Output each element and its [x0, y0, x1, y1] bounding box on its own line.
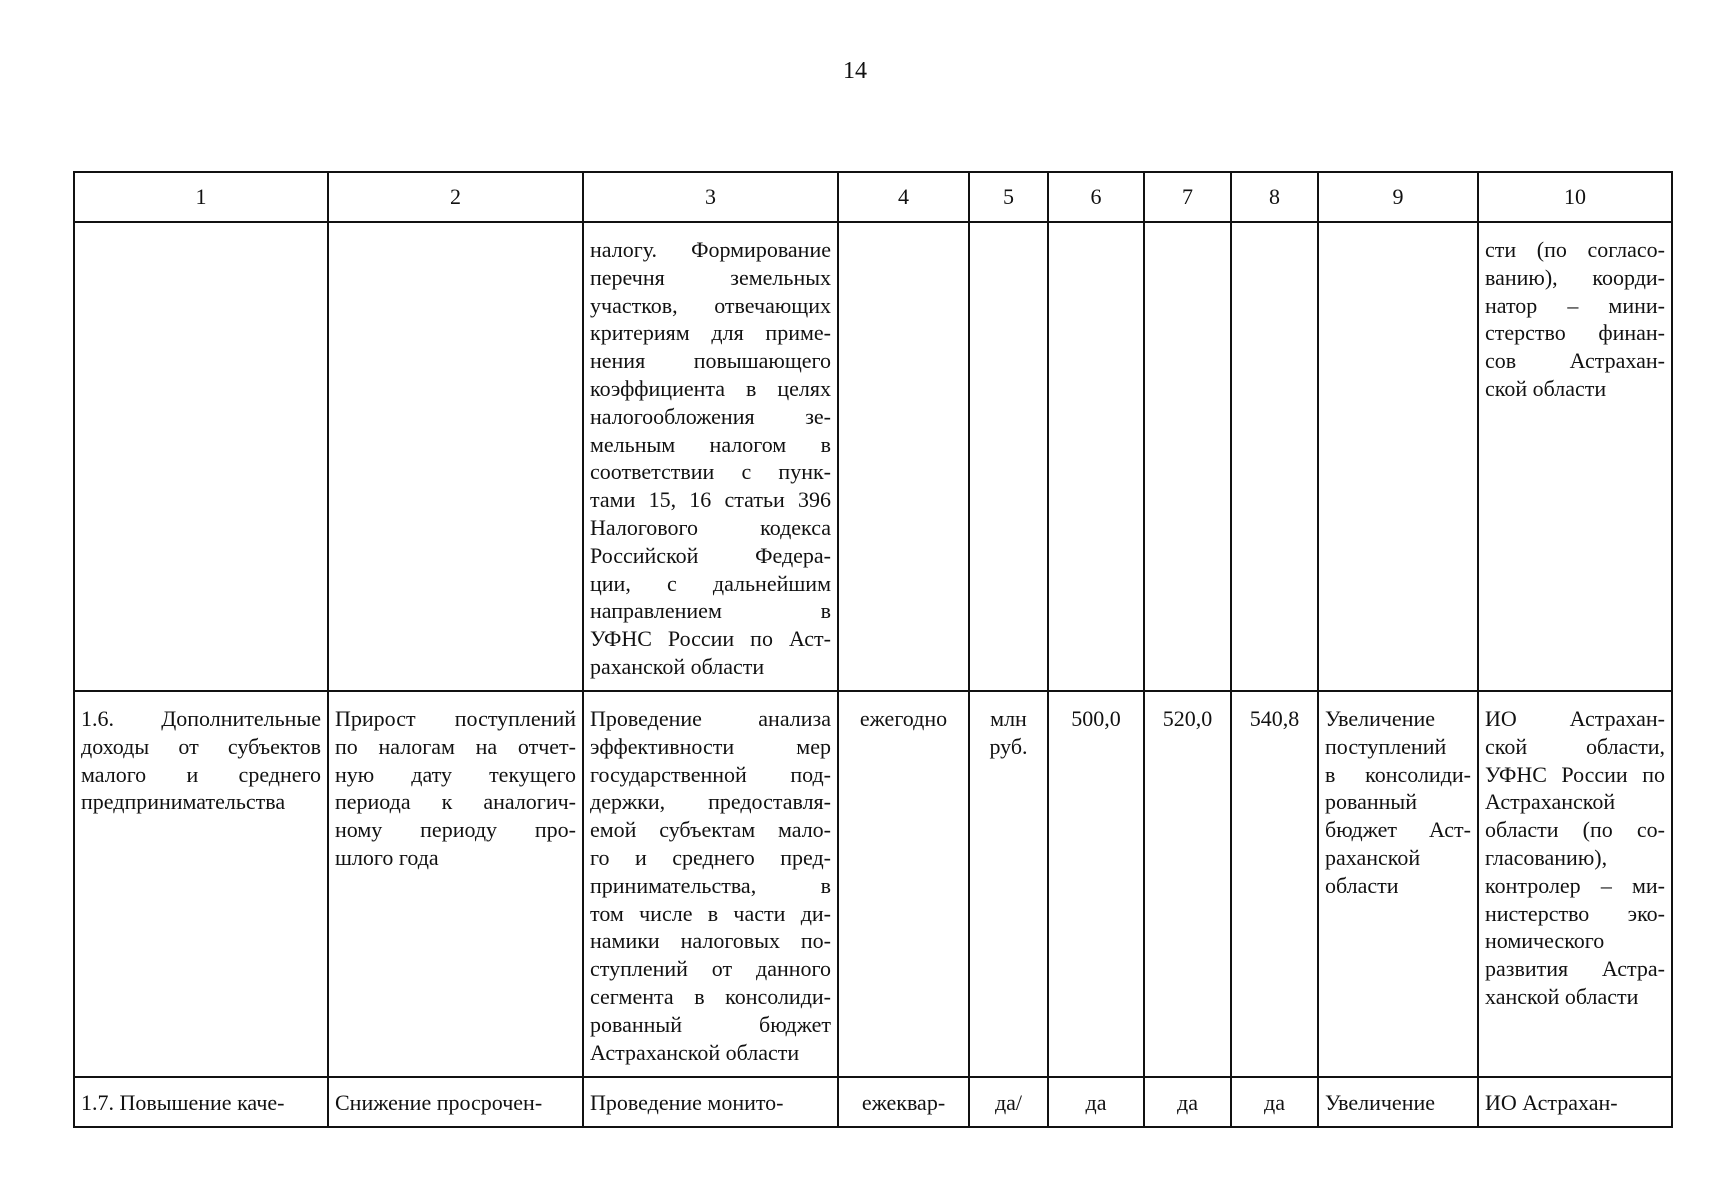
- cell-value-1: [1048, 691, 1144, 1077]
- cell-line: ежегодно: [859, 706, 948, 731]
- cell-line: шлого года: [335, 844, 439, 870]
- cell-line: 1.6. Дополнительные: [81, 706, 321, 731]
- column-header-9: 9: [1318, 172, 1478, 222]
- measures-table: [73, 171, 1673, 1128]
- cell-line: мельным налогом в: [590, 431, 831, 457]
- cell-line: раханской области: [590, 653, 765, 679]
- cell-line: 520,0: [1162, 706, 1213, 731]
- cell-line: ской области: [1485, 375, 1607, 401]
- table-row-1-7: [74, 1077, 1672, 1127]
- cell-line: поступлений: [1325, 733, 1447, 759]
- cell-line: стерство финан-: [1485, 320, 1665, 346]
- cell-line: раханской: [1325, 844, 1421, 870]
- cell-line: сегмента в консолиди-: [590, 983, 831, 1009]
- cell-measures: [583, 1077, 838, 1127]
- cell-line: по налогам на отчет-: [335, 733, 576, 759]
- cell-line: критериям для приме-: [590, 320, 831, 346]
- cell-line: налогообложения зе-: [590, 403, 831, 429]
- cell-line: Астраханской области: [590, 1039, 800, 1065]
- cell-responsible: [1478, 691, 1672, 1077]
- cell-line: Налогового кодекса: [590, 514, 831, 540]
- cell-value-3: [1231, 222, 1318, 691]
- cell-line: рованный: [1325, 789, 1417, 815]
- page-number: 14: [843, 58, 867, 84]
- column-header-7: 7: [1144, 172, 1231, 222]
- cell-line: УФНС России по Аст-: [590, 626, 831, 652]
- cell-line: Проведение анализа: [590, 706, 831, 731]
- cell-line: 540,8: [1249, 706, 1300, 731]
- cell-line: Увеличение: [1325, 1090, 1436, 1115]
- cell-line: УФНС России по: [1485, 761, 1665, 787]
- cell-indicator: [74, 222, 328, 691]
- cell-line: рованный бюджет: [590, 1011, 831, 1037]
- cell-line: 500,0: [1071, 706, 1121, 731]
- cell-value-2: [1144, 1077, 1231, 1127]
- column-header-4: 4: [838, 172, 969, 222]
- cell-responsible: [1478, 222, 1672, 691]
- cell-period: [838, 1077, 969, 1127]
- cell-line: доходы от субъектов: [81, 733, 321, 759]
- cell-line: принимательства, в: [590, 872, 831, 898]
- cell-result: [1318, 1077, 1478, 1127]
- cell-line: в консолиди-: [1325, 761, 1471, 787]
- cell-responsible: [1478, 1077, 1672, 1127]
- cell-line: Астраханской: [1485, 789, 1616, 815]
- cell-line: гласованию),: [1485, 844, 1608, 870]
- cell-line: области (по со-: [1485, 817, 1665, 843]
- cell-line: Проведение монито-: [590, 1090, 784, 1115]
- header-row: [74, 172, 1672, 222]
- cell-line: перечня земельных: [590, 264, 831, 290]
- cell-line: коэффициента в целях: [590, 375, 831, 401]
- cell-line: намики налоговых по-: [590, 928, 831, 954]
- cell-line: держки, предоставля-: [590, 789, 831, 815]
- cell-line: ханской области: [1485, 983, 1639, 1009]
- cell-criterion: [328, 222, 583, 691]
- cell-line: ИО Астрахан-: [1485, 1090, 1618, 1115]
- cell-line: руб.: [989, 733, 1028, 759]
- cell-line: Снижение просрочен-: [335, 1090, 543, 1115]
- cell-line: контролер – ми-: [1485, 872, 1665, 898]
- column-header-8: 8: [1231, 172, 1318, 222]
- cell-line: 1.7. Повышение каче-: [81, 1090, 285, 1115]
- cell-line: ванию), коорди-: [1485, 264, 1665, 290]
- table-row-continuation: [74, 222, 1672, 691]
- cell-line: номического: [1485, 928, 1605, 954]
- cell-line: предпринимательства: [81, 789, 286, 815]
- cell-line: тами 15, 16 статьи 396: [590, 487, 831, 513]
- table-row-1-6: [74, 691, 1672, 1077]
- cell-line: ному периоду про-: [335, 817, 576, 843]
- cell-line: да/: [994, 1090, 1023, 1115]
- cell-line: сов Астрахан-: [1485, 348, 1665, 374]
- cell-line: да: [1264, 1090, 1285, 1115]
- cell-measures: [583, 691, 838, 1077]
- cell-line: малого и среднего: [81, 761, 321, 787]
- cell-line: ступлений от данного: [590, 956, 831, 982]
- cell-line: да: [1085, 1090, 1107, 1115]
- cell-line: ции, с дальнейшим: [590, 570, 831, 596]
- cell-line: том числе в части ди-: [590, 900, 831, 926]
- cell-result: [1318, 222, 1478, 691]
- cell-line: бюджет Аст-: [1325, 817, 1471, 843]
- cell-line: развития Астра-: [1485, 956, 1665, 982]
- cell-line: эффективности мер: [590, 733, 831, 759]
- cell-value-3: [1231, 691, 1318, 1077]
- cell-line: соответствии с пунк-: [590, 459, 831, 485]
- column-header-1: 1: [74, 172, 328, 222]
- cell-line: нистерство эко-: [1485, 900, 1665, 926]
- cell-measures: [583, 222, 838, 691]
- cell-indicator: [74, 691, 328, 1077]
- cell-line: ежеквар-: [861, 1090, 946, 1115]
- cell-line: Российской Федера-: [590, 542, 831, 568]
- cell-line: Прирост поступлений: [335, 706, 576, 731]
- cell-result: [1318, 691, 1478, 1077]
- cell-line: участков, отвечающих: [590, 292, 831, 318]
- cell-criterion: [328, 691, 583, 1077]
- column-header-6: 6: [1048, 172, 1144, 222]
- column-header-3: 3: [583, 172, 838, 222]
- column-header-5: 5: [969, 172, 1048, 222]
- cell-line: направлением в: [590, 598, 831, 624]
- cell-line: сти (по согласо-: [1485, 237, 1665, 262]
- cell-criterion: [328, 1077, 583, 1127]
- cell-period: [838, 691, 969, 1077]
- cell-line: налогу. Формирование: [590, 237, 831, 262]
- cell-line: ИО Астрахан-: [1485, 706, 1665, 731]
- cell-value-1: [1048, 222, 1144, 691]
- cell-line: емой субъектам мало-: [590, 817, 831, 843]
- cell-value-2: [1144, 691, 1231, 1077]
- cell-line: ную дату текущего: [335, 761, 576, 787]
- cell-line: Увеличение: [1325, 706, 1436, 731]
- cell-indicator: [74, 1077, 328, 1127]
- cell-line: области: [1325, 872, 1399, 898]
- cell-unit: [969, 222, 1048, 691]
- column-header-10: 10: [1478, 172, 1672, 222]
- cell-line: го и среднего пред-: [590, 844, 831, 870]
- cell-line: да: [1177, 1090, 1198, 1115]
- cell-period: [838, 222, 969, 691]
- cell-value-1: [1048, 1077, 1144, 1127]
- column-header-2: 2: [328, 172, 583, 222]
- cell-line: ской области,: [1485, 733, 1665, 759]
- cell-line: государственной под-: [590, 761, 831, 787]
- cell-line: нения повышающего: [590, 348, 831, 374]
- cell-line: натор – мини-: [1485, 292, 1665, 318]
- cell-value-2: [1144, 222, 1231, 691]
- cell-unit: [969, 691, 1048, 1077]
- cell-unit: [969, 1077, 1048, 1127]
- cell-value-3: [1231, 1077, 1318, 1127]
- cell-line: периода к аналогич-: [335, 789, 576, 815]
- cell-line: млн: [990, 706, 1027, 731]
